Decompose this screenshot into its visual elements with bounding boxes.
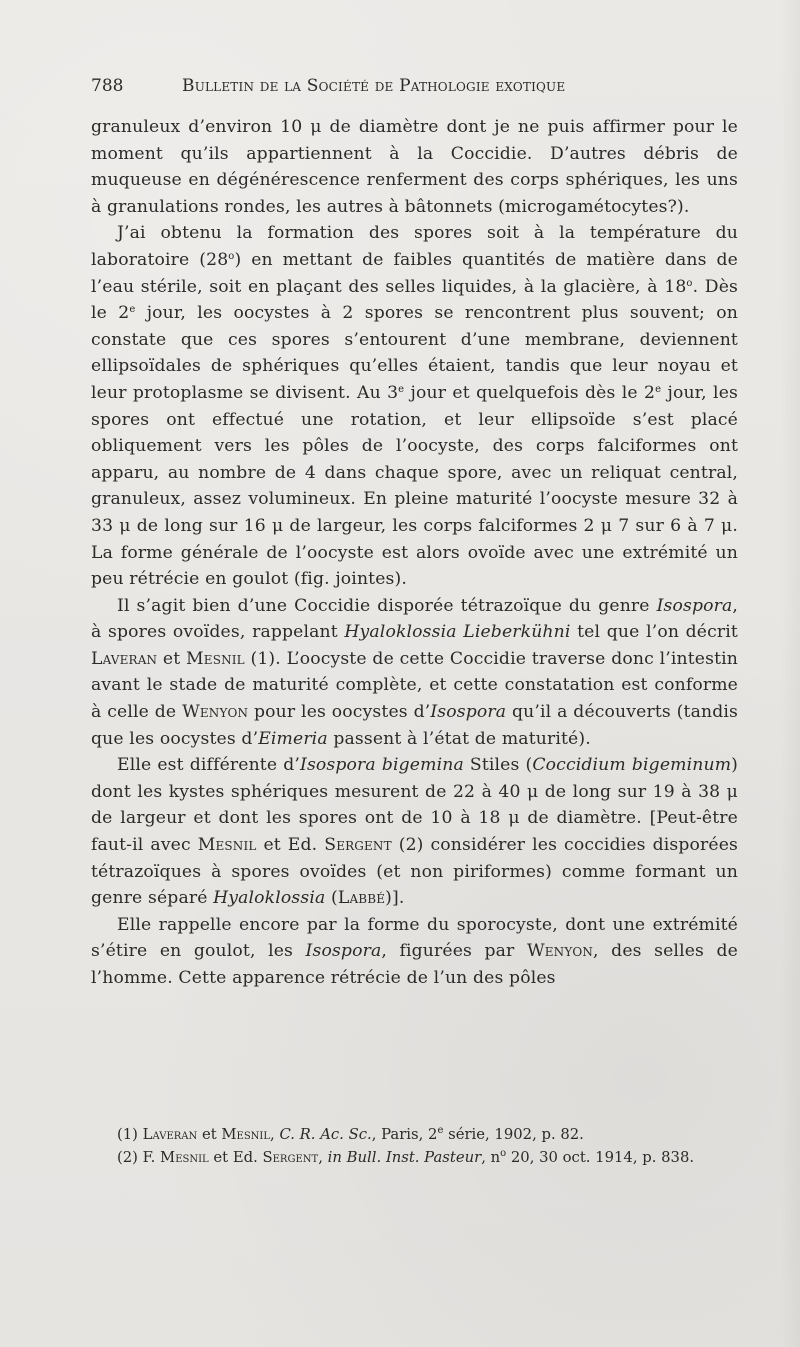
text-run: et: [197, 1126, 222, 1143]
text-run: jour, les oocystes à 2 spores se rencontrent plus souvent; on constate que ces spores s’entourent d’une membrane, deviennent ellipsoïdales de sphériques qu’elles étaient, tandis que leur noyau et leur protoplasme se divisent. Au 3: [91, 303, 738, 403]
text-run: ) en mettant de faibles quantités de matière dans de l’eau stérile, soit en plaçant des selles liquides, à la glacière, à 18: [91, 249, 738, 297]
text-run: J’ai obtenu la formation des spores soit à la température du laboratoire (28: [91, 223, 738, 270]
superscript: e: [437, 1125, 444, 1136]
text-run: jour, les spores ont effectué une rotation, et leur ellipsoïde s’est placé obliquement vers les pôles de l’oocyste, des corps falciformes ont apparu, au nombre de 4 dans chaque spore, avec un reliquat central, granuleux, assez volumineux. En pleine maturité l’oocyste mesure 32 à 33 μ de long sur 16 μ de largeur, les corps falciformes 2 μ 7 sur 6 à 7 μ. La forme générale de l’oocyste est alors ovoïde avec une extrémité un peu rétrécie en goulot (fig. jointes).: [91, 382, 738, 590]
footnote: [91, 1124, 738, 1147]
text-run: )].: [385, 888, 405, 909]
paragraph: [91, 114, 738, 220]
text-run: , n: [481, 1148, 501, 1166]
footnote: [91, 1147, 738, 1170]
italic-text: Isospora: [305, 941, 382, 962]
text-run: et Ed.: [256, 835, 325, 856]
superscript: o: [500, 1147, 507, 1159]
paragraph: [91, 220, 738, 592]
italic-text: C. R. Ac. Sc.: [279, 1126, 372, 1143]
text-run: (2) considérer les coccidies disporées tétrazoïques à spores ovoïdes (et non piriformes) comme formant un genre séparé: [91, 835, 738, 909]
author-name: Sergent: [262, 1148, 319, 1166]
footnotes: [91, 1124, 738, 1169]
text-run: série, 1902, p. 82.: [443, 1126, 584, 1143]
text-run: ,: [270, 1126, 280, 1143]
italic-text: Eimeria: [258, 728, 328, 749]
text-run: passent à l’état de maturité).: [327, 728, 591, 749]
paragraph: [91, 912, 738, 992]
author-name: Wenyon: [182, 702, 249, 723]
text-run: tel que l’on décrit: [570, 622, 738, 643]
paragraph: [91, 593, 738, 753]
italic-text: in Bull. Inst. Pasteur: [327, 1148, 482, 1166]
text-run: , des selles de l’homme. Cette apparence rétrécie de l’un des pôles: [91, 941, 738, 988]
superscript: e: [655, 383, 662, 395]
text-run: (1): [117, 1126, 143, 1143]
text-run: ) dont les kystes sphériques mesurent de 22 à 40 μ de long sur 19 à 38 μ de largeur et dont les spores ont de 10 à 18 μ de diamètre. [Peut-être faut-il avec: [91, 755, 739, 856]
text-run: ,: [318, 1148, 328, 1166]
author-name: Mesnil: [197, 835, 257, 856]
journal-title: Bulletin de la Société de Pathologie exotique: [182, 76, 566, 96]
italic-text: Isospora bigemina: [300, 755, 464, 776]
superscript: o: [686, 277, 693, 289]
superscript: e: [129, 304, 136, 316]
text-run: Stiles (: [463, 755, 533, 776]
author-name: Mesnil: [221, 1126, 271, 1143]
text-run: Elle est différente d’: [117, 755, 301, 776]
author-name: Labbé: [337, 888, 386, 909]
text-run: Elle rappelle encore par la forme du sporocyste, dont une extrémité s’étire en goulot, les: [91, 914, 738, 962]
page-number: 788: [91, 76, 124, 96]
text-run: qu’il a découverts (tandis que les oocystes d’: [91, 702, 738, 749]
text-run: et: [157, 648, 187, 669]
text-run: (1). L’oocyste de cette Coccidie traverse donc l’intestin avant le stade de maturité complète, et cette constatation est conforme à celle de: [91, 648, 738, 723]
text-run: granuleux d’environ 10 μ de diamètre dont je ne puis affirmer pour le moment qu’ils appartiennent à la Coccidie. D’autres débris de muqueuse en dégénérescence renferment des corps sphériques, les uns à granulations rondes, les autres à bâtonnets (microgamétocytes?).: [91, 117, 738, 217]
text-run: Il s’agit bien d’une Coccidie disporée tétrazoïque du genre: [117, 595, 657, 616]
author-name: Laveran: [142, 1126, 198, 1143]
italic-text: Hyaloklossia Lieberkühni: [344, 622, 571, 643]
superscript: o: [228, 250, 235, 262]
text-run: , à spores ovoïdes, rappelant: [91, 595, 738, 643]
author-name: Mesnil: [160, 1148, 209, 1166]
italic-text: Isospora: [430, 702, 507, 723]
author-name: Laveran: [91, 648, 158, 669]
author-name: Wenyon: [526, 941, 594, 962]
text-run: jour et quelquefois dès le 2: [404, 382, 656, 403]
text-run: et Ed.: [208, 1148, 263, 1166]
paragraph: [91, 752, 738, 912]
superscript: e: [398, 383, 405, 395]
text-run: (: [325, 888, 338, 909]
text-run: , Paris, 2: [371, 1126, 438, 1143]
author-name: Sergent: [324, 835, 392, 856]
text-run: . Dès le 2: [91, 276, 738, 324]
text-run: , figurées par: [381, 941, 527, 962]
italic-text: Hyaloklossia: [213, 888, 326, 909]
text-run: 20, 30 oct. 1914, p. 838.: [506, 1148, 695, 1166]
page-edge-shadow: [780, 0, 800, 1347]
author-name: Mesnil: [186, 648, 245, 669]
running-header: [91, 74, 731, 98]
text-run: (2) F.: [117, 1148, 161, 1166]
italic-text: Isospora: [656, 595, 733, 616]
italic-text: Coccidium bigeminum: [532, 755, 732, 776]
text-run: pour les oocystes d’: [248, 702, 431, 723]
body-text: [91, 114, 738, 992]
